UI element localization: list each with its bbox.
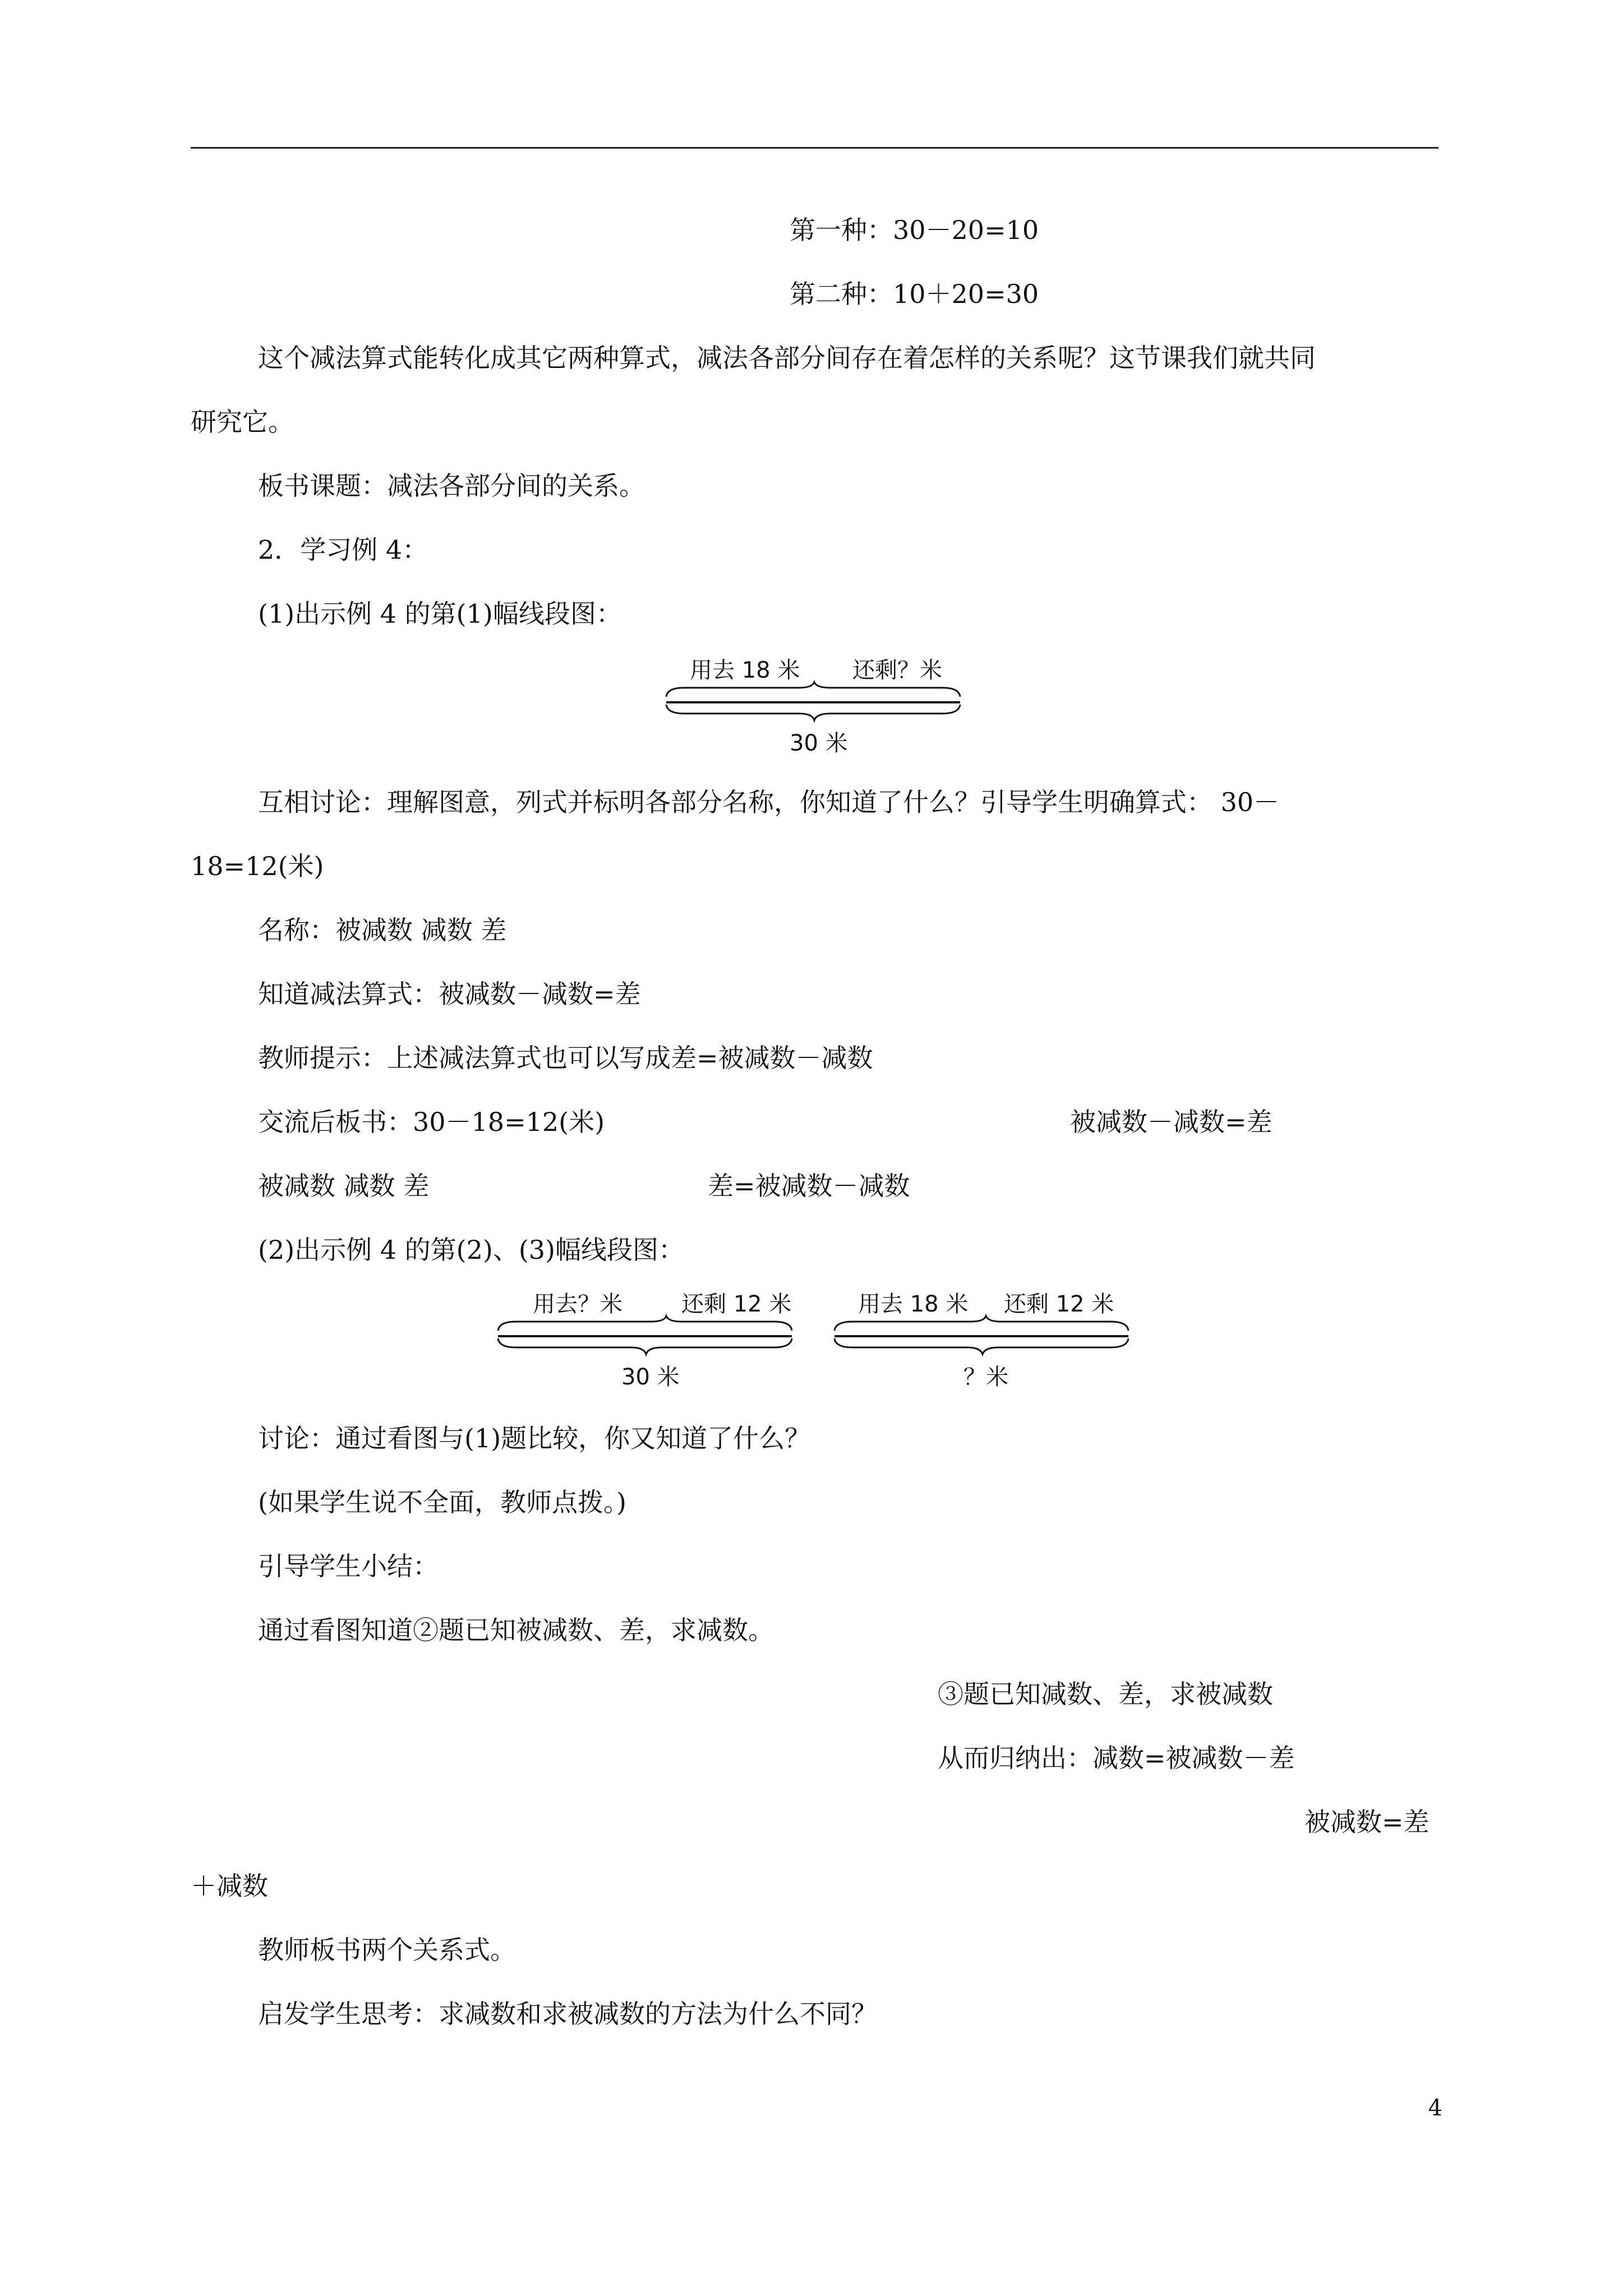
diagram-3-left-label: 用去 18 米 xyxy=(858,1291,969,1317)
diagram-2-total-label: 30 米 xyxy=(621,1364,680,1390)
step-two: (2)出示例 4 的第(2)、(3)幅线段图： xyxy=(258,1235,684,1265)
summary-two: 通过看图知道②题已知被减数、差，求减数。 xyxy=(258,1615,774,1645)
summary-intro: 引导学生小结： xyxy=(258,1551,439,1581)
board-title: 板书课题：减法各部分间的关系。 xyxy=(258,471,645,501)
board-line-b: 被减数－减数=差 xyxy=(1070,1107,1272,1137)
teacher-board: 教师板书两个关系式。 xyxy=(258,1935,516,1965)
discussion-line-cont: 18=12(米) xyxy=(191,851,324,881)
conclusion-subtrahend: 从而归纳出：减数=被减数－差 xyxy=(938,1743,1295,1773)
diagram-2-left-label: 用去？米 xyxy=(533,1291,623,1317)
diagram-2-right-label: 还剩 12 米 xyxy=(681,1291,792,1317)
diagram-1-total-label: 30 米 xyxy=(790,730,848,756)
diagram-3-right-label: 还剩 12 米 xyxy=(1004,1291,1114,1317)
paragraph-intro-cont: 研究它。 xyxy=(191,407,294,437)
header-rule xyxy=(191,147,1438,149)
paragraph-intro: 这个减法算式能转化成其它两种算式，减法各部分间存在着怎样的关系呢？这节课我们就共同 xyxy=(258,343,1316,373)
discussion-line: 互相讨论：理解图意，列式并标明各部分名称，你知道了什么？引导学生明确算式： 30－ xyxy=(258,787,1280,817)
summary-three: ③题已知减数、差，求被减数 xyxy=(938,1679,1273,1709)
conclusion-minuend-cont: ＋减数 xyxy=(191,1871,268,1901)
conclusion-minuend: 被减数=差 xyxy=(1304,1807,1430,1837)
page-number: 4 xyxy=(1428,2095,1442,2121)
segment-diagram-1 xyxy=(662,651,976,763)
formula-known: 知道减法算式：被减数－减数=差 xyxy=(258,979,641,1009)
segment-diagram-2 xyxy=(494,1285,808,1397)
step-one: (1)出示例 4 的第(1)幅线段图： xyxy=(258,599,622,629)
thinking-prompt: 启发学生思考：求减数和求被减数的方法为什么不同？ xyxy=(258,1999,877,2029)
board-line-a: 交流后板书：30－18=12(米) xyxy=(258,1107,605,1137)
diagram-1-left-label: 用去 18 米 xyxy=(690,657,800,683)
segment-diagram-3 xyxy=(830,1285,1144,1397)
formula-difference: 差=被减数－减数 xyxy=(708,1171,910,1201)
names-line: 名称：被减数 减数 差 xyxy=(258,915,507,945)
discussion-compare: 讨论：通过看图与(1)题比较，你又知道了什么？ xyxy=(258,1423,811,1453)
teacher-guidance: (如果学生说不全面，教师点拨。) xyxy=(258,1487,626,1517)
names-line-2: 被减数 减数 差 xyxy=(258,1171,430,1201)
diagram-1-right-label: 还剩？米 xyxy=(852,657,942,683)
formula-first: 第一种：30－20=10 xyxy=(790,215,1039,245)
section-heading: 2．学习例 4： xyxy=(258,535,428,565)
diagram-3-total-label: ？米 xyxy=(963,1364,1008,1390)
formula-second: 第二种：10＋20=30 xyxy=(790,279,1039,309)
teacher-hint: 教师提示：上述减法算式也可以写成差=被减数－减数 xyxy=(258,1043,873,1073)
